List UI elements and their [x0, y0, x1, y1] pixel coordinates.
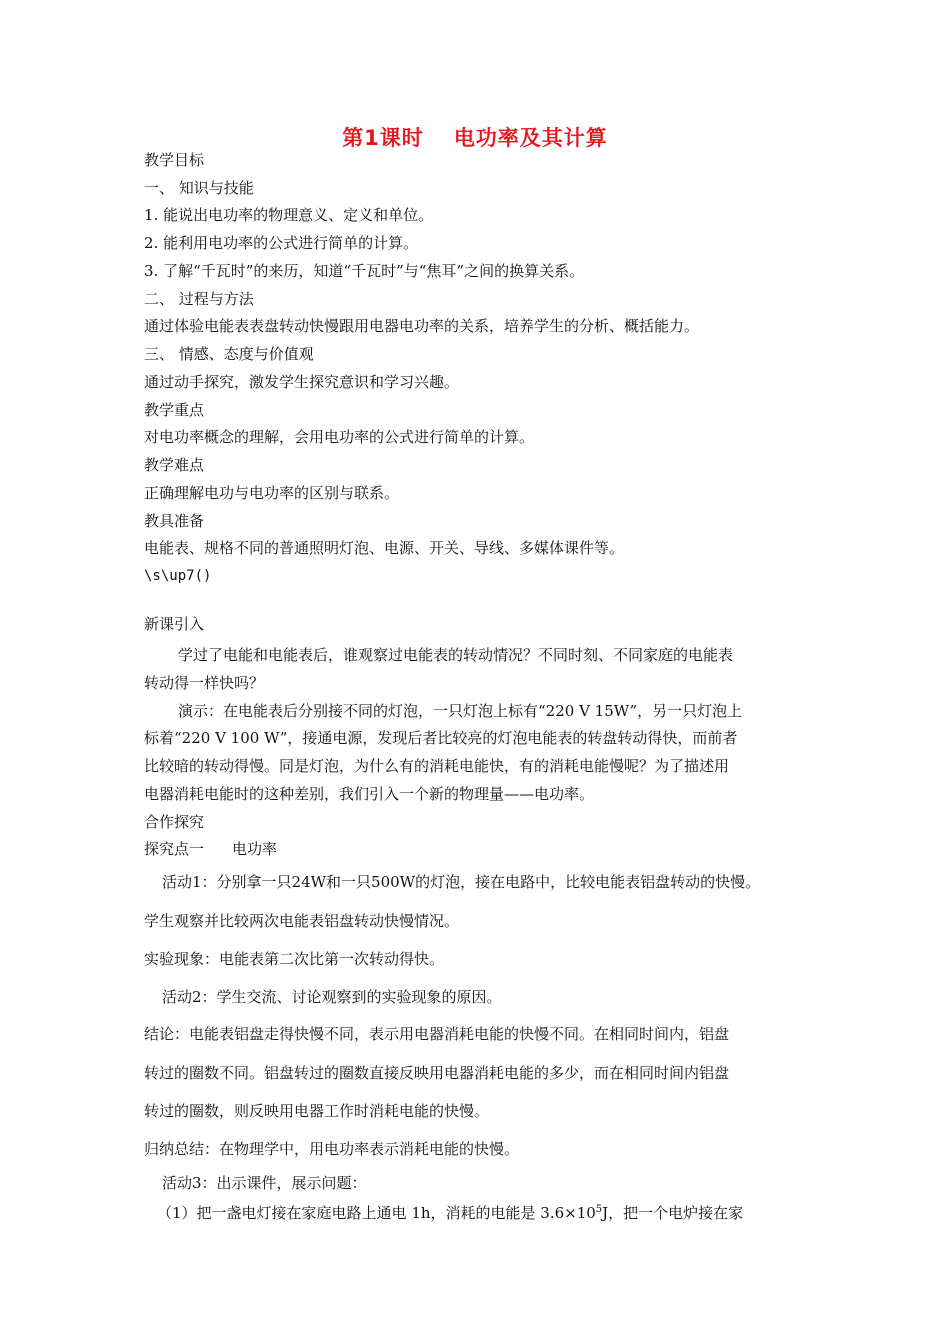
- paragraph-line: 电器消耗电能时的这种差别，我们引入一个新的物理量——电功率。: [144, 785, 595, 803]
- difficulty-heading: 教学难点: [144, 456, 205, 474]
- paragraph-line: 演示：在电能表后分别接不同的灯泡，一只灯泡上标有“220 V 15W”，另一只灯泡上: [178, 702, 743, 720]
- paragraph-line: 标着“220 V 100 W”，接通电源，发现后者比较亮的灯泡电能表的转盘转动得快，而前者: [144, 729, 738, 747]
- point-topic: 电功率: [232, 840, 278, 858]
- objective-item: 1. 能说出电功率的物理意义、定义和单位。: [144, 206, 434, 224]
- question-text-end: J，把一个电炉接在家: [602, 1204, 744, 1222]
- paragraph-line: 学过了电能和电能表后，谁观察过电能表的转动情况？不同时刻、不同家庭的电能表: [178, 646, 734, 664]
- paragraph: 实验现象：电能表第二次比第一次转动得快。: [144, 950, 445, 968]
- key-heading: 教学重点: [144, 401, 205, 419]
- activity-item: 活动1：分别拿一只24W和一只500W的灯泡，接在电路中，比较电能表铝盘转动的快慢。: [162, 873, 761, 891]
- explore-heading: 合作探究: [144, 813, 205, 831]
- paragraph: 对电功率概念的理解，会用电功率的公式进行简单的计算。: [144, 428, 535, 446]
- paragraph: 归纳总结：在物理学中，用电功率表示消耗电能的快慢。: [144, 1140, 520, 1158]
- paragraph-line: 转过的圈数不同。铝盘转过的圈数直接反映用电器消耗电能的多少，而在相同时间内铝盘: [144, 1064, 730, 1082]
- paragraph: 电能表、规格不同的普通照明灯泡、电源、开关、导线、多媒体课件等。: [144, 539, 625, 557]
- tools-heading: 教具准备: [144, 512, 205, 530]
- paragraph-line: 转过的圈数，则反映用电器工作时消耗电能的快慢。: [144, 1102, 490, 1120]
- lesson-topic: 电功率及其计算: [453, 126, 608, 150]
- lesson-title: [0, 122, 950, 152]
- lesson-number: 第1课时: [342, 126, 424, 150]
- paragraph-line: 转动得一样快吗？: [144, 674, 265, 692]
- explore-point: [144, 839, 277, 859]
- paragraph: 通过体验电能表表盘转动快慢跟用电器电功率的关系，培养学生的分析、概括能力。: [144, 317, 700, 335]
- paragraph: 正确理解电功与电功率的区别与联系。: [144, 484, 400, 502]
- exponent: 5: [595, 1204, 603, 1215]
- intro-heading: 新课引入: [144, 615, 205, 633]
- paragraph: 通过动手探究，激发学生探究意识和学习兴趣。: [144, 373, 460, 391]
- paragraph-line: 比较暗的转动得慢。同是灯泡，为什么有的消耗电能快，有的消耗电能慢呢？为了描述用: [144, 757, 730, 775]
- question-text: （1）把一盏电灯接在家庭电路上通电 1h，消耗的电能是 3.6×10: [157, 1204, 596, 1222]
- objective-item: 3. 了解“千瓦时”的来历，知道“千瓦时”与“焦耳”之间的换算关系。: [144, 262, 585, 280]
- objectives-heading: 教学目标: [144, 151, 205, 169]
- activity-item: 活动2：学生交流、讨论观察到的实验现象的原因。: [162, 988, 502, 1006]
- section-heading: 三、 情感、态度与价值观: [144, 345, 314, 363]
- section-heading: 一、 知识与技能: [144, 179, 254, 197]
- question-item: [157, 1200, 743, 1223]
- point-label: 探究点一: [144, 840, 205, 858]
- paragraph: 学生观察并比较两次电能表铝盘转动快慢情况。: [144, 912, 460, 930]
- objective-item: 2. 能利用电功率的公式进行简单的计算。: [144, 234, 419, 252]
- activity-item: 活动3：出示课件，展示问题：: [162, 1174, 367, 1192]
- paragraph-line: 结论：电能表铝盘走得快慢不同，表示用电器消耗电能的快慢不同。在相同时间内，铝盘: [144, 1025, 730, 1043]
- field-code: \s\up7(): [144, 568, 212, 584]
- section-heading: 二、 过程与方法: [144, 290, 254, 308]
